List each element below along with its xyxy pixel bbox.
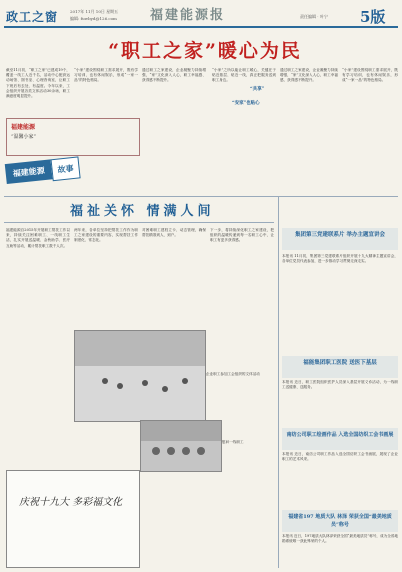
sidebar-item-2-head <box>282 356 398 378</box>
sidebar-item-4-title: 福建省197 地质大队 林泽 荣获全国“最美地质员”称号 <box>288 514 392 528</box>
calligraphy-image <box>6 470 140 568</box>
sidebar-item-1-head <box>282 228 398 250</box>
sidebar-item-4-head <box>282 510 398 532</box>
date-line: 2017年 11月 10日 星期五 <box>70 9 119 14</box>
masthead-rule <box>4 26 398 28</box>
main-col-1: 截至11月初，“职工之家”已建成19个，覆盖一线工人近千名，活动中心配套运动场馆、图书室、心理咨询室，让职工下班后有去处、有温度。今年以来，工会组织开展各类文体活动30余场，职工满意度明显提升。 <box>6 68 70 99</box>
photo-caption-2: 慰问一线职工 <box>222 440 244 444</box>
masthead <box>0 0 402 32</box>
page-number: 5版 <box>360 8 386 26</box>
paper-name: 福建能源报 <box>150 8 226 23</box>
main-col-4: “小家”之所以能让职工暖心，关键在于贴近基层、贴近一线，真正把服务送到职工身边。 <box>212 68 276 83</box>
section-title: 福祉关怀 情满人间 <box>70 204 215 219</box>
inset-story <box>6 118 140 156</box>
photo-sports-event <box>74 330 206 422</box>
inset-title: “温馨小家” <box>11 134 37 140</box>
main-col-5: 通过职工之家建设，企业凝聚力持续增强，“家”文化深入人心，职工幸福感、获得感不断提升。 <box>280 68 338 83</box>
lower-col-1: 福建能源自2015年开展职工帮扶工作以来，持续关注困难职工、一线职工生活，扎实开展送温暖、金秋助学、医疗互助等活动，累计帮扶职工数千人次。 <box>6 228 70 248</box>
lower-col-2: 两年来，各单位坚持把帮扶工作作为职工之家建设的重要内容，实现帮扶工作制度化、常态化。 <box>74 228 138 243</box>
sidebar-item-4-body: 本报讯 近日，197地质大队林泽荣获全国“最美地质员”称号，成为全省地勘系统唯一获此殊荣的个人。 <box>282 534 398 544</box>
sidebar-item-2-body: 本报讯 近日，职工医院组织医护人员深入基层开展义诊活动，为一线职工送健康、送服务。 <box>282 380 398 390</box>
section-name: 政工之窗 <box>6 10 59 24</box>
badge-line-1: 福建能源 <box>5 159 53 184</box>
lower-col-3: 对困难职工建档立卡、动态管理，确保帮扶精准到人、到户。 <box>142 228 206 238</box>
photo-group <box>140 420 222 472</box>
main-headline: “职工之家”暖心为民 <box>108 40 302 62</box>
sidebar-item-2-title: 福能集团职工医院 送医下基层 <box>303 360 377 366</box>
main-col-3: 通过职工之家建设，企业凝聚力持续增强，“家”文化深入人心，职工幸福感、获得感不断提升。 <box>142 68 206 83</box>
editor-line: 编辑: fuwbyd@126.com <box>70 16 117 21</box>
calligraphy-text: 庆祝十九大 多彩福文化 <box>19 497 123 508</box>
badge-line-2: 故事 <box>50 156 80 181</box>
section-rule-top <box>4 196 398 197</box>
lower-col-4: 下一步，将持续深化职工之家建设，把组织的温暖传递到每一名职工心中，让职工有更多获得感。 <box>210 228 274 243</box>
sidebar-item-1-body: 本报讯 11月初，集团第三党建联系片组织开展十九大精神主题宣讲会，各单位党员代表参加，进一步推动学习贯彻走深走实。 <box>282 254 398 264</box>
inset-banner: 福建能源 <box>11 124 36 131</box>
section-rule-bottom <box>4 222 274 223</box>
main-col-2: “小家”建设围绕职工需求展开，既有学习培训，也有休闲娱乐，形成“一家一品”的特色格局。 <box>74 68 138 83</box>
sidebar-item-3-body: 本报讯 近日，南纺公司职工作品入选全国纺织工会书画展，展现了企业职工的艺术风采。 <box>282 452 398 462</box>
sidebar-item-1-title: 集团第三党建联系片 举办主题宣讲会 <box>295 232 385 238</box>
sidebar-item-3-head <box>282 428 398 450</box>
right-info: 责任编辑 · 叶宁 <box>300 14 328 19</box>
sidebar-item-3-title: 南纺公司职工绘画作品 入选全国纺织工会书画展 <box>286 432 394 438</box>
story-badge <box>5 156 85 192</box>
sub-head-2: “安家”也贴心 <box>232 101 260 106</box>
sub-head-1: “共享” <box>250 87 265 92</box>
main-col-6: “小家”建设围绕职工需求展开，既有学习培训，也有休闲娱乐，形成“一家一品”的特色格局。 <box>342 68 398 83</box>
photo-caption-1: 企业职工参加工会组织的文体活动 <box>206 372 260 376</box>
sidebar-divider <box>278 196 279 568</box>
photo-sports-image <box>75 331 205 421</box>
photo-group-image <box>141 421 221 471</box>
